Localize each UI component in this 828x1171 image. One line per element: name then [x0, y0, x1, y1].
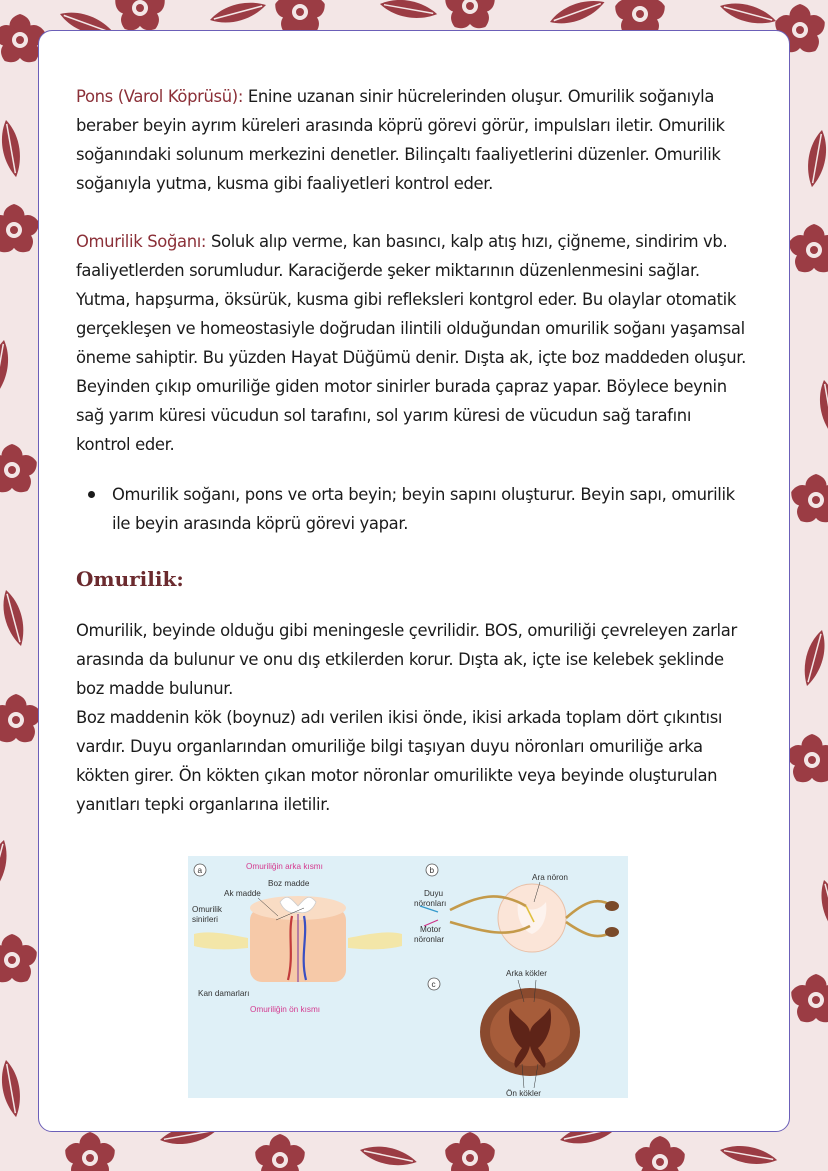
omurilik-paragraph-2: Boz maddenin kök (boynuz) adı verilen ikisi önde, ikisi arkada toplam dört çıkıntısı vardır. Duyu organlarından omuriliğe bilgi taşıyan duyu nöronları omuriliğe arka kökten girer. Ön kökten çıkan motor nöronlar omurilikte veya beyinde oluşturulan yanıtları tepki organlarına iletilir.: [76, 708, 723, 814]
label-motor-noronlar-2: nöronlar: [414, 935, 445, 944]
panel-b-label: b: [429, 866, 435, 875]
label-arka-kismi: Omuriliğin arka kısmı: [246, 862, 323, 871]
pons-text: Enine uzanan sinir hücrelerinden oluşur. Omurilik soğanıyla beraber beyin ayrım küreleri arasında köprü görevi görür, impulsları iletir. Omurilik soğanındaki solunum merkezini denetler. Bilinçaltı faaliyetlerini düzenler. Omurilik soğanıyla yutma, kusma gibi faaliyetleri kontrol eder.: [76, 87, 725, 193]
label-boz-madde: Boz madde: [268, 879, 310, 888]
pons-term: Pons (Varol Köprüsü):: [76, 87, 243, 106]
spinal-cord-cross-section-photo: [480, 980, 580, 1088]
omurilik-sogani-term: Omurilik Soğanı:: [76, 232, 207, 251]
spinal-cord-segment-illustration: [194, 896, 402, 982]
bullet-list: [76, 480, 748, 538]
document-body: [76, 82, 748, 819]
label-motor-noronlar-1: Motor: [420, 925, 441, 934]
panel-c-label: c: [431, 980, 436, 989]
omurilik-sogani-paragraph: [76, 227, 748, 459]
reflex-arc-illustration: [420, 882, 619, 952]
list-item: [76, 480, 748, 538]
label-kan-damarlari: Kan damarları: [198, 989, 250, 998]
panel-a-label: a: [197, 866, 203, 875]
label-ara-noron: Ara nöron: [532, 873, 568, 882]
section-title-omurilik: Omurilik:: [76, 567, 184, 591]
label-duyu-noronlari-2: nöronları: [414, 899, 447, 908]
label-ak-madde: Ak madde: [224, 889, 261, 898]
label-on-kismi: Omuriliğin ön kısmı: [250, 1005, 321, 1014]
label-arka-kokler: Arka kökler: [506, 969, 547, 978]
bullet-text: Omurilik soğanı, pons ve orta beyin; beyin sapını oluşturur. Beyin sapı, omurilik ile beyin arasında köprü görevi yapar.: [112, 485, 735, 533]
spinal-cord-figure: [188, 856, 628, 1098]
omurilik-paragraph-1: Omurilik, beyinde olduğu gibi meningesle çevrilidir. BOS, omuriliği çevreleyen zarlar arasında da bulunur ve onu dış etkilerden korur. Dışta ak, içte ise kelebek şeklinde boz madde bulunur.: [76, 621, 737, 698]
label-omurilik-sinirleri-1: Omurilik: [192, 905, 223, 914]
omurilik-sogani-text: Soluk alıp verme, kan basıncı, kalp atış hızı, çiğneme, sindirim vb. faaliyetlerden sorumludur. Karaciğerde şeker miktarının düzenlenmesini sağlar. Yutma, hapşurma, öksürük, kusma gibi refleksleri kontgrol eder. Bu olaylar otomatik gerçekleşen ve homeostasiyle doğrudan ilintili olduğundan omurilik soğanı yaşamsal öneme sahiptir. Bu yüzden Hayat Düğümü denir. Dışta ak, içte boz maddeden oluşur. Beyinden çıkıp omuriliğe giden motor sinirler burada çapraz yapar. Böylece beynin sağ yarım küresi vücudun sol tarafını, sol yarım küresi de vücudun sağ tarafını kontrol eder.: [76, 232, 747, 454]
pons-paragraph: [76, 82, 748, 198]
bullet-icon: [88, 491, 95, 498]
label-on-kokler: Ön kökler: [506, 1089, 542, 1098]
label-omurilik-sinirleri-2: sinirleri: [192, 915, 218, 924]
label-duyu-noronlari-1: Duyu: [424, 889, 444, 898]
